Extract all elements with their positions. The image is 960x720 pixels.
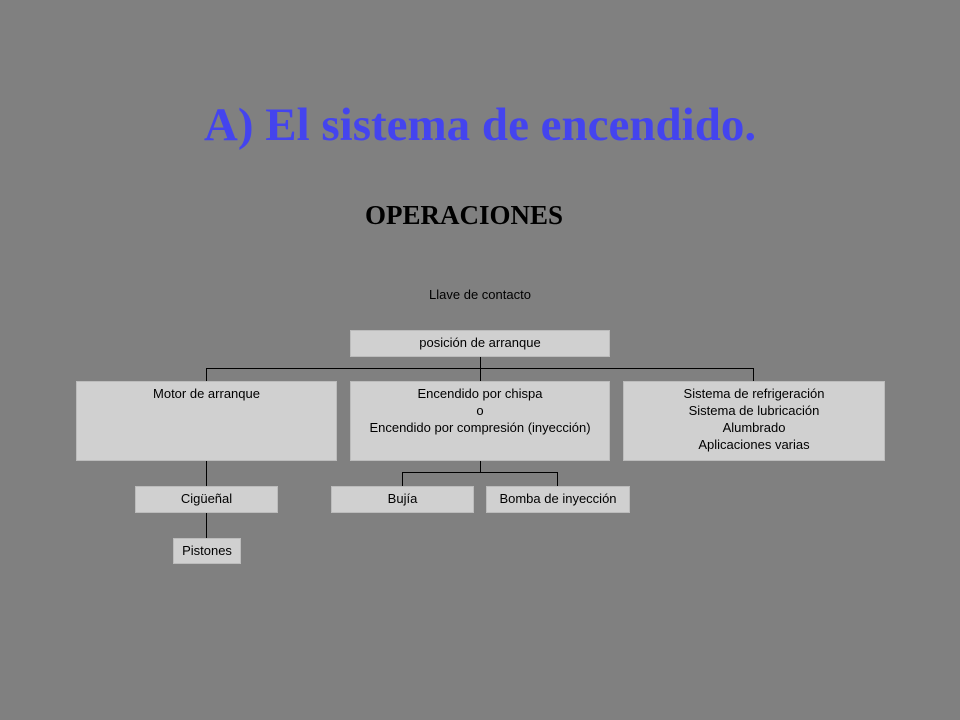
pistones-label: Pistones: [182, 543, 232, 558]
sistemas-label-4: Aplicaciones varias: [698, 437, 810, 452]
arranque-label: posición de arranque: [419, 335, 541, 350]
sistemas-box: [623, 381, 885, 461]
connector: [402, 472, 558, 473]
sistemas-label-3: Alumbrado: [722, 420, 786, 435]
ciguenal-label: Cigüeñal: [180, 491, 233, 506]
connector: [402, 472, 403, 486]
connector: [480, 368, 481, 381]
encendido-label-2: o: [476, 403, 484, 418]
bujia-label: Bujía: [387, 491, 418, 506]
connector: [206, 512, 207, 538]
slide-title: A) El sistema de encendido.: [203, 99, 757, 151]
motor-box: [76, 381, 337, 461]
bomba-label: Bomba de inyección: [499, 491, 617, 506]
connector: [206, 460, 207, 486]
connector: [753, 368, 754, 381]
bomba-box: [486, 486, 630, 513]
pistones-box: [173, 538, 241, 564]
encendido-label-3: Encendido por compresión (inyección): [369, 420, 591, 435]
connector: [206, 368, 207, 381]
ciguenal-box: [135, 486, 278, 513]
arranque-box: [350, 330, 610, 357]
motor-label: Motor de arranque: [153, 386, 260, 401]
encendido-box: [350, 381, 610, 461]
connector: [557, 472, 558, 486]
sistemas-label-1: Sistema de refrigeración: [683, 386, 825, 401]
encendido-label-1: Encendido por chispa: [417, 386, 543, 401]
root-caption: Llave de contacto: [429, 287, 531, 302]
sistemas-label-2: Sistema de lubricación: [688, 403, 820, 418]
slide-subtitle: OPERACIONES: [364, 200, 564, 230]
bujia-box: [331, 486, 474, 513]
